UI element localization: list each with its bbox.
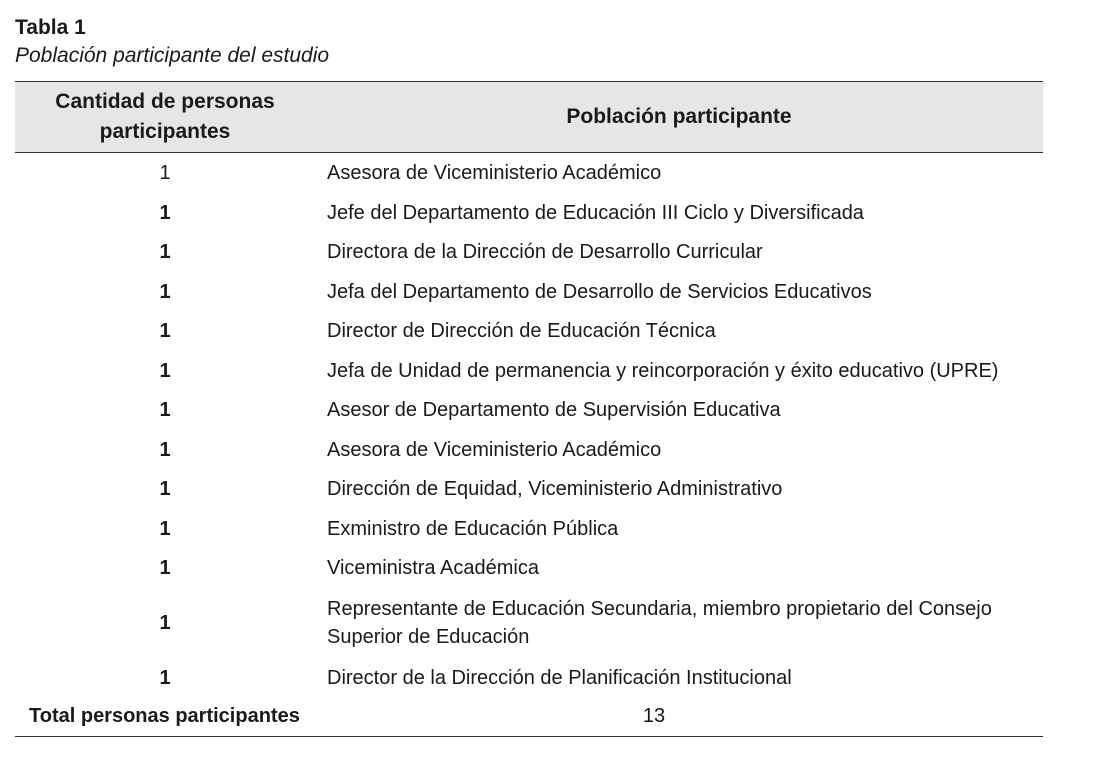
cell-population: Jefa de Unidad de permanencia y reincorporación y éxito educativo (UPRE) xyxy=(327,359,999,382)
cell-population: Representante de Educación Secundaria, miembro propietario del Consejo Superior de Educación xyxy=(327,598,992,648)
table-row xyxy=(15,153,1043,194)
table-row xyxy=(15,470,1043,510)
total-value: 13 xyxy=(315,698,1043,737)
participants-table xyxy=(15,81,1043,737)
cell-population: Asesora de Viceministerio Académico xyxy=(327,162,662,184)
table-row xyxy=(15,549,1043,589)
cell-count: 1 xyxy=(159,241,171,264)
table-row xyxy=(15,430,1043,470)
cell-population: Dirección de Equidad, Viceministerio Administrativo xyxy=(327,478,783,501)
header-population: Población participante xyxy=(315,82,1043,153)
cell-population: Jefe del Departamento de Educación III Ciclo y Diversificada xyxy=(327,201,864,224)
cell-count: 1 xyxy=(159,557,171,580)
table-number: Tabla 1 xyxy=(15,16,86,39)
cell-population: Viceministra Académica xyxy=(327,557,539,580)
cell-population: Director de Dirección de Educación Técnica xyxy=(327,320,716,343)
cell-count: 1 xyxy=(159,359,171,382)
cell-count: 1 xyxy=(159,517,171,540)
cell-count: 1 xyxy=(159,162,171,184)
cell-count: 1 xyxy=(159,320,171,343)
cell-population: Exministro de Educación Pública xyxy=(327,517,619,540)
table-row xyxy=(15,233,1043,273)
table-row xyxy=(15,391,1043,431)
table-row xyxy=(15,509,1043,549)
cell-count: 1 xyxy=(159,280,171,303)
cell-count: 1 xyxy=(159,666,171,689)
cell-population: Asesora de Viceministerio Académico xyxy=(327,438,662,461)
table-row xyxy=(15,351,1043,391)
cell-count: 1 xyxy=(159,399,171,422)
table-row xyxy=(15,272,1043,312)
cell-count: 1 xyxy=(159,612,171,634)
cell-population: Director de la Dirección de Planificación Institucional xyxy=(327,666,792,689)
total-label: Total personas participantes xyxy=(15,698,315,737)
cell-count: 1 xyxy=(159,438,171,461)
header-row xyxy=(15,82,1043,153)
cell-count: 1 xyxy=(159,201,171,224)
table-row xyxy=(15,193,1043,233)
cell-count: 1 xyxy=(159,478,171,501)
cell-population: Asesor de Departamento de Supervisión Educativa xyxy=(327,399,781,422)
table-footer xyxy=(15,698,1043,737)
table-row xyxy=(15,588,1043,658)
document xyxy=(15,14,1043,737)
table-row xyxy=(15,658,1043,698)
total-row xyxy=(15,698,1043,737)
cell-population: Directora de la Dirección de Desarrollo Curricular xyxy=(327,241,763,264)
header-count: Cantidad de personas participantes xyxy=(15,82,315,153)
table-header xyxy=(15,82,1043,153)
table-row xyxy=(15,312,1043,352)
table-body xyxy=(15,153,1043,698)
cell-population: Jefa del Departamento de Desarrollo de Servicios Educativos xyxy=(327,280,872,303)
table-caption: Población participante del estudio xyxy=(15,44,330,67)
